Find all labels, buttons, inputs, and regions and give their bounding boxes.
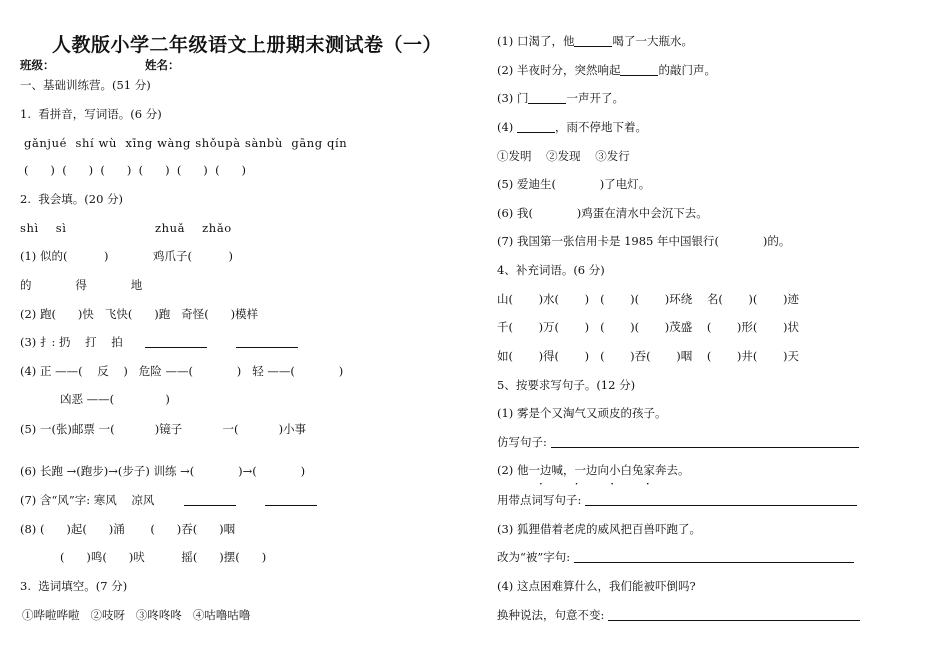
- write-line: 用带点词写句子:: [497, 493, 857, 507]
- pinyin-row: shì sì: [20, 221, 67, 235]
- char-options: 的 得 地: [20, 278, 143, 292]
- write-line: 改为“被”字句:: [497, 550, 854, 564]
- fill-item: (4) 正 ——( 反 ) 危险 ——( ) 轻 ——( ): [20, 364, 344, 378]
- question-heading: 2. 我会填。(20 分): [20, 192, 124, 206]
- idiom-row: 山( )水( ) ( )( )环绕 名( )( )迹: [497, 292, 799, 306]
- fill-item: (6) 长跑 →(跑步)→(步子) 训练 →( )→( ): [20, 464, 306, 478]
- fill-item: 凶恶 ——( ): [60, 392, 170, 406]
- fill-item: (8) ( )起( )涌 ( )吞( )咽: [20, 522, 236, 536]
- emphasis-dots: · · · ·: [539, 477, 664, 491]
- page-title: 人教版小学二年级语文上册期末测试卷（一）: [52, 34, 443, 56]
- pinyin-row: zhuǎ zhǎo: [155, 221, 232, 235]
- idiom-row: 千( )万( ) ( )( )茂盛 ( )形( )状: [497, 320, 799, 334]
- write-line: 换种说法，句意不变:: [497, 608, 860, 622]
- fill-item: (4) ，雨不停地下着。: [497, 120, 647, 134]
- fill-item: (6) 我( )鸡蛋在清水中会沉下去。: [497, 206, 708, 220]
- section-heading: 一、基础训练营。(51 分): [20, 78, 151, 92]
- word-options: ①发明 ②发现 ③发行: [497, 149, 630, 163]
- sentence-item: (2) 他一边喊，一边向小白兔家奔去。: [497, 463, 690, 477]
- idiom-row: 如( )得( ) ( )吞( )咽 ( )井( )天: [497, 349, 799, 363]
- question-heading: 1. 看拼音，写词语。(6 分): [20, 107, 162, 121]
- fill-item: (2) 跑( )快 飞快( )跑 奇怪( )模样: [20, 307, 259, 321]
- fill-item: (7) 含“风”字: 寒风 凉风: [20, 493, 317, 507]
- fill-item: (7) 我国第一张信用卡是 1985 年中国银行( )的。: [497, 234, 791, 248]
- section-heading: 4、补充词语。(6 分): [497, 263, 605, 277]
- class-label: 班级：: [20, 58, 55, 72]
- fill-item: (3) 扌: 扔 打 拍: [20, 335, 298, 349]
- fill-item: ( )鸣( )吠 摇( )摆( ): [60, 550, 267, 564]
- fill-item: (5) 一(张)邮票 一( )镜子 一( )小事: [20, 422, 307, 436]
- name-label: 姓名：: [145, 58, 180, 72]
- question-heading: 3. 选词填空。(7 分): [20, 579, 128, 593]
- answer-brackets: ( ) ( ) ( ) ( ) ( ) ( ): [24, 163, 246, 177]
- fill-item: (1) 口渴了，他 喝了一大瓶水。: [497, 34, 693, 48]
- write-line: 仿写句子:: [497, 435, 859, 449]
- pinyin-row: gǎnjué shí wù xīng wàng shǒupà sànbù gāng qín: [24, 136, 348, 150]
- sentence-item: (4) 这点困难算什么，我们能被吓倒吗?: [497, 579, 696, 593]
- fill-item: (1) 似的( ): [20, 249, 109, 263]
- fill-item: (3) 门 一声开了。: [497, 91, 624, 105]
- fill-item: 鸡爪子( ): [153, 249, 234, 263]
- sentence-item: (3) 狐狸借着老虎的威风把百兽吓跑了。: [497, 522, 701, 536]
- fill-item: (5) 爱迪生( )了电灯。: [497, 177, 651, 191]
- sentence-item: (1) 雾是个又淘气又顽皮的孩子。: [497, 406, 667, 420]
- word-options: ①哗啦哗啦 ②吱呀 ③咚咚咚 ④咕噜咕噜: [22, 608, 251, 622]
- fill-item: (2) 半夜时分，突然响起 的敲门声。: [497, 63, 716, 77]
- section-heading: 5、按要求写句子。(12 分): [497, 378, 636, 392]
